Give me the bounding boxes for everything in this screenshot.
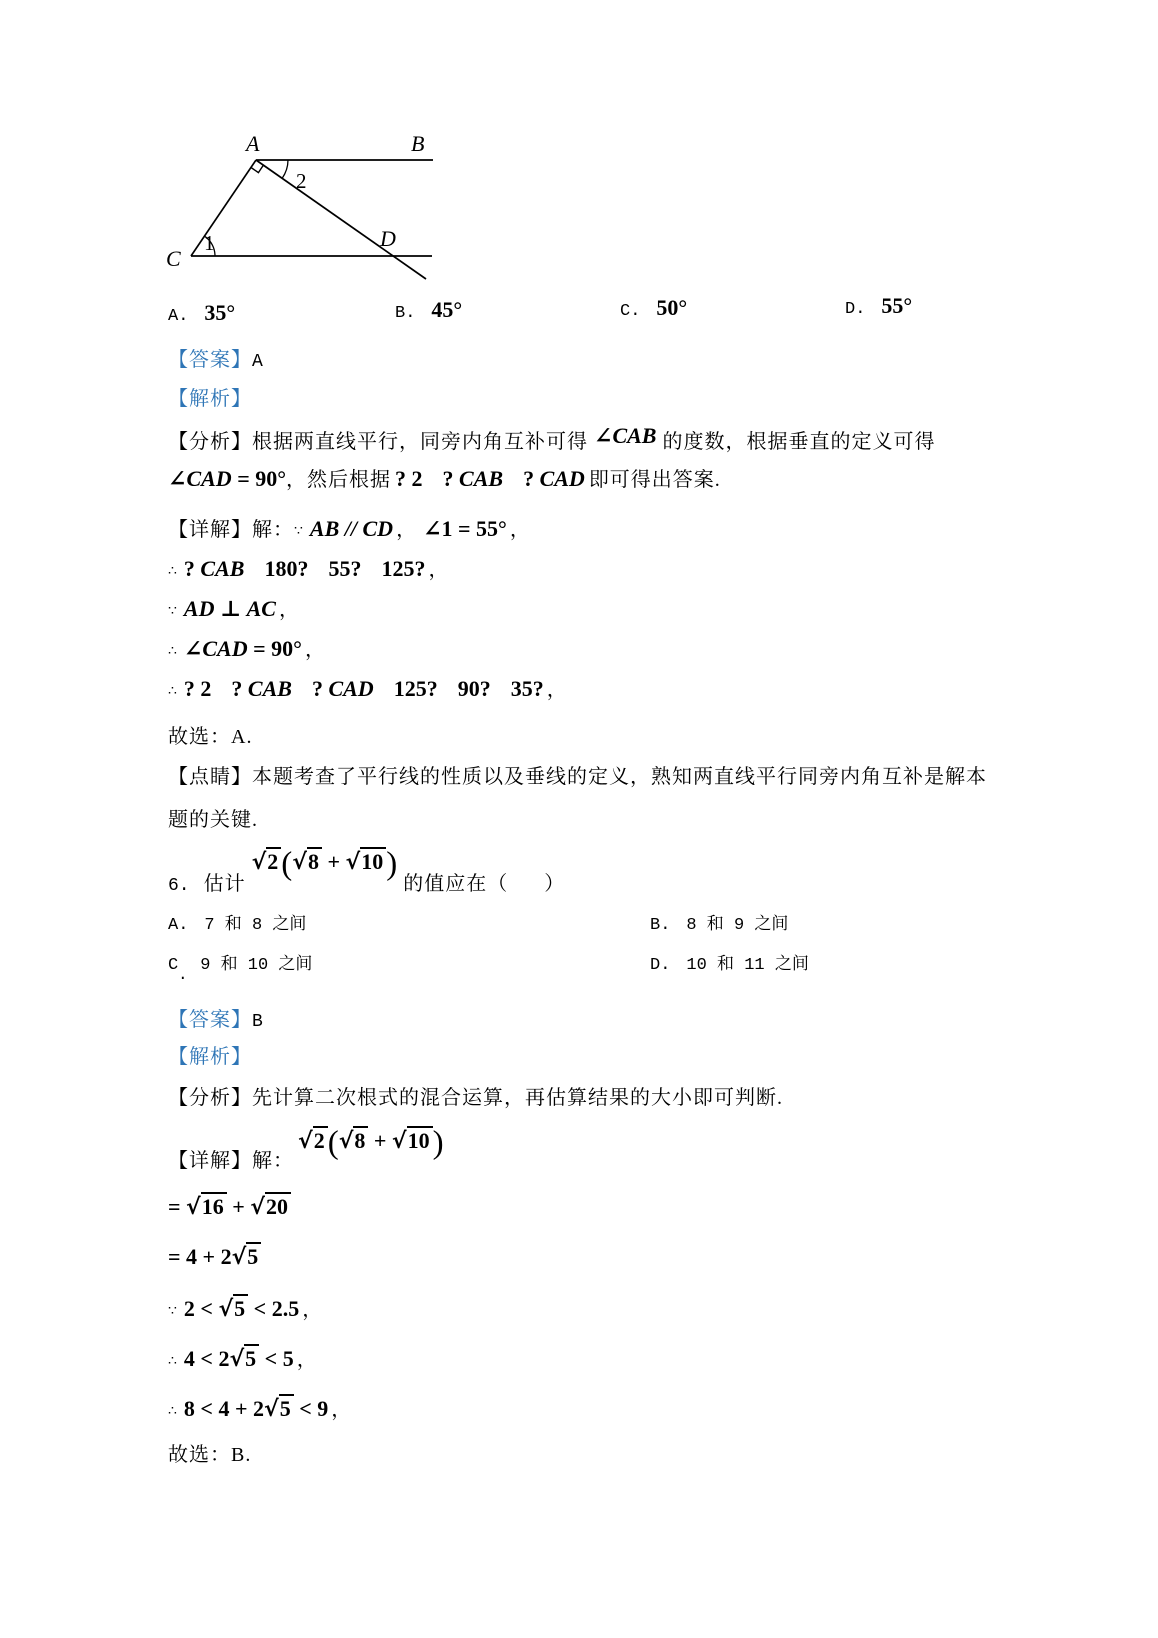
q6-number: 6. (168, 876, 190, 896)
q6-jiexi-label: 【解析】 (168, 1046, 252, 1068)
q6-stem-formula: √2(√8 + √10) (251, 846, 398, 882)
figure-label-b: B (411, 131, 425, 156)
q5-option-a (168, 300, 235, 326)
comma: ， (546, 679, 568, 701)
therefore-symbol: ∴ (168, 1354, 177, 1369)
q6-formula-s3: 2 < √5 < 2.5 (183, 1296, 300, 1322)
q6-xiangjie-pre: 【详解】解： (168, 1150, 294, 1172)
q6-xiangjie-formula: √2(√8 + √10) (298, 1125, 444, 1161)
q6-option-a (168, 908, 306, 941)
because-symbol: ∵ (168, 604, 177, 619)
q6-formula-s5: 8 < 4 + 2√5 < 9 (183, 1396, 329, 1422)
comma: ， (396, 519, 418, 541)
right-angle-mark (251, 165, 263, 173)
q5-dianjing-line2: 题的关键. (168, 809, 258, 831)
q5-formula-cab: ∠CAB (594, 423, 657, 448)
q5-option-d (845, 293, 912, 319)
q5-answer-line (168, 345, 263, 377)
q5-option-b (395, 297, 462, 323)
q5-option-c-label: C. (620, 302, 641, 321)
q6-formula-s4: 4 < 2√5 < 5 (183, 1346, 294, 1372)
q6-option-d (650, 948, 809, 981)
q6-option-b (650, 908, 788, 941)
q5-formula-final: ? 2 ? CAB ? CAD 125? 90? 35? (183, 676, 544, 701)
q5-step-adac (168, 594, 300, 627)
q6-option-d-label: D. (650, 956, 671, 975)
q6-option-d-text: 10 和 11 之间 (686, 956, 809, 975)
q6-option-c (168, 948, 312, 981)
comma: ， (509, 519, 531, 541)
q6-step-1 (168, 1192, 291, 1223)
q6-fenxi: 【分析】先计算二次根式的混合运算，再估算结果的大小即可判断. (168, 1087, 783, 1109)
comma: ， (302, 1299, 324, 1321)
q5-fenxi2-post: 即可得出答案. (588, 469, 721, 491)
figure-label-angle1: 1 (204, 231, 215, 255)
q5-formula-abcd: AB // CD (309, 516, 394, 541)
q6-formula-s1: = √16 + √20 (168, 1194, 291, 1219)
q6-option-b-label: B. (650, 916, 671, 935)
q6-option-c-dot: . (178, 966, 188, 984)
q5-fenxi1-pre: 【分析】根据两直线平行，同旁内角互补可得 (168, 431, 588, 453)
geometry-figure (158, 118, 448, 296)
q5-answer-tag: 【答案】 (168, 349, 252, 371)
q5-fenxi2-mid: ，然后根据 (286, 469, 392, 491)
because-symbol: ∵ (168, 1304, 177, 1319)
q5-option-c-value: 50° (656, 295, 688, 320)
q5-formula-angle1: ∠1 = 55° (423, 516, 507, 541)
q5-fenxi-line2 (168, 464, 721, 495)
q5-xiangjie-line (168, 514, 531, 547)
therefore-symbol: ∴ (168, 564, 177, 579)
comma: ， (331, 1399, 353, 1421)
q5-answer-value: A (252, 352, 263, 372)
q5-guxuan: 故选：A. (168, 726, 253, 748)
q6-option-c-text: 9 和 10 之间 (200, 956, 313, 975)
q6-step-4 (168, 1344, 318, 1377)
therefore-symbol: ∴ (168, 1404, 177, 1419)
because-symbol: ∵ (294, 524, 303, 539)
comma: ， (428, 559, 450, 581)
q5-option-a-value: 35° (204, 300, 236, 325)
q5-xiangjie-pre: 【详解】解： (168, 519, 294, 541)
q6-step-2 (168, 1242, 261, 1273)
q5-step-cad90 (168, 634, 326, 667)
q5-option-b-value: 45° (431, 297, 463, 322)
q6-option-b-text: 8 和 9 之间 (686, 916, 789, 935)
q5-fenxi-line1 (168, 423, 936, 457)
q6-xiangjie-line (168, 1125, 444, 1177)
q5-jiexi-tag (168, 384, 252, 414)
q5-option-a-label: A. (168, 307, 189, 326)
q6-guxuan: 故选：B. (168, 1444, 252, 1466)
q5-option-c (620, 295, 687, 321)
q6-stem-post: 的值应在（ ） (403, 873, 566, 895)
q6-stem (168, 846, 566, 901)
q5-formula-cab180: ? CAB 180? 55? 125? (183, 556, 426, 581)
comma: ， (278, 599, 300, 621)
q5-formula-cad90: ∠CAD = 90° (168, 466, 287, 491)
q6-answer-tag: 【答案】 (168, 1009, 252, 1031)
q5-step-cab180 (168, 554, 449, 587)
figure-lines (191, 160, 433, 279)
q6-step-3 (168, 1294, 323, 1327)
q5-fenxi1-post: 的度数，根据垂直的定义可得 (662, 431, 936, 453)
q5-step-final (168, 674, 568, 707)
figure-label-angle2: 2 (296, 169, 307, 193)
segment-ac (191, 160, 256, 256)
therefore-symbol: ∴ (168, 684, 177, 699)
q6-formula-s2: = 4 + 2√5 (168, 1244, 261, 1269)
q6-answer-value: B (252, 1012, 263, 1032)
figure-label-a: A (246, 131, 260, 156)
q5-option-d-label: D. (845, 300, 866, 319)
comma: ， (296, 1349, 318, 1371)
q6-stem-pre: 估计 (203, 873, 246, 895)
q6-option-a-label: A. (168, 916, 189, 935)
comma: ， (304, 639, 326, 661)
segment-ad-extended (256, 160, 426, 279)
q6-jiexi-tag (168, 1042, 252, 1072)
q5-jiexi-label: 【解析】 (168, 388, 252, 410)
q5-option-d-value: 55° (881, 293, 913, 318)
q6-option-a-text: 7 和 8 之间 (204, 916, 307, 935)
q5-formula-q2rel: ? 2 ? CAB ? CAD (395, 466, 585, 491)
therefore-symbol: ∴ (168, 644, 177, 659)
q6-option-c-label: C (168, 956, 179, 975)
figure-label-c: C (166, 246, 181, 271)
figure-label-d: D (380, 226, 396, 251)
q6-step-5 (168, 1394, 352, 1427)
q5-option-b-label: B. (395, 304, 416, 323)
q5-dianjing-line1: 【点睛】本题考查了平行线的性质以及垂线的定义，熟知两直线平行同旁内角互补是解本 (168, 766, 987, 788)
q6-answer-line (168, 1005, 263, 1037)
q5-formula-adac: AD ⊥ AC (183, 596, 276, 621)
angle-2-arc (282, 160, 288, 178)
q5-formula-cad90b: ∠CAD = 90° (183, 636, 302, 661)
